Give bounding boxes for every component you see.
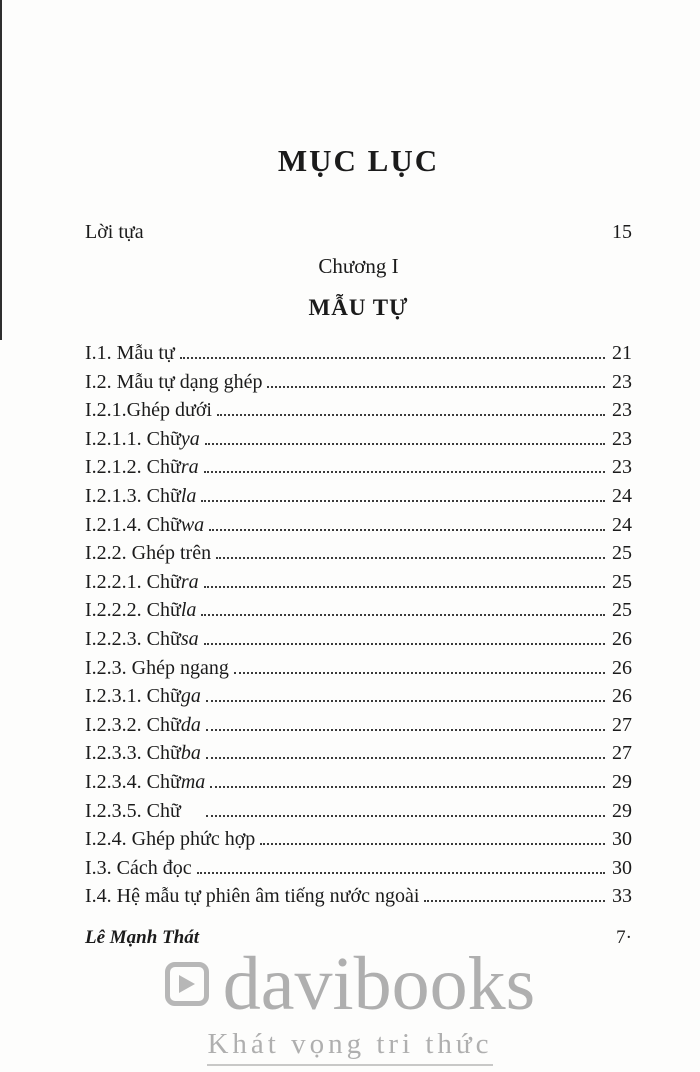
toc-entry: [85, 425, 632, 454]
dotted-leader: [267, 386, 605, 388]
toc-entry-text: I.2.3.3. Chữ: [85, 742, 181, 765]
dotted-leader: [424, 900, 605, 902]
toc-entry-text: I.2.1.4. Chữ: [85, 513, 181, 536]
toc-entry-italic-word: ra: [180, 570, 199, 593]
toc-entry-text: I.2.1.2. Chữ: [85, 456, 181, 479]
toc-entry: [85, 768, 632, 797]
toc-entry: [85, 854, 632, 883]
toc-entry: [85, 682, 632, 711]
toc-entry-page-number: 23: [612, 427, 632, 450]
toc-entry-page-number: 26: [612, 627, 632, 650]
toc-entry-page-number: 24: [612, 513, 632, 536]
toc-entry-page-number: 21: [612, 342, 632, 364]
toc-entry-text: I.3. Cách đọc: [85, 856, 192, 879]
toc-entry-text: I.2.2.3. Chữ: [85, 627, 181, 650]
toc-entry: [85, 596, 632, 625]
dotted-leader: [204, 643, 605, 645]
preface-row: [85, 221, 632, 244]
page-footer: [85, 927, 632, 949]
toc-entry-italic-word: la: [180, 599, 197, 622]
toc-entry-italic-word: ya: [180, 427, 200, 450]
chapter-title: MẪU TỰ: [308, 295, 409, 320]
dotted-leader: [260, 843, 605, 845]
toc-entry-page-number: 25: [612, 570, 632, 593]
toc-entry-page-number: 30: [612, 828, 632, 851]
footer-page-number: 7·: [616, 926, 632, 948]
toc-entry-page-number: 23: [612, 399, 632, 422]
toc-entry-page-number: 29: [612, 799, 632, 822]
toc-entry-text: I.2.3.5. Chữ: [85, 799, 201, 822]
toc-entry-page-number: 27: [612, 742, 632, 765]
toc-entry-text: I.2.1.Ghép dưới: [85, 399, 212, 422]
toc-entry-text: I.2.1.1. Chữ: [85, 427, 181, 450]
preface-label: Lời tựa: [85, 221, 144, 243]
dotted-leader: [205, 443, 605, 445]
toc-entry: [85, 882, 632, 911]
toc-entry-text: I.2.1.3. Chữ: [85, 484, 181, 507]
toc-entry-text: I.2.3.2. Chữ: [85, 713, 181, 736]
toc-entry-page-number: 29: [612, 770, 632, 793]
toc-entry-text: I.2.2.2. Chữ: [85, 599, 181, 622]
chapter-heading: Chương I: [318, 254, 399, 278]
dotted-leader: [201, 614, 605, 616]
dotted-leader: [216, 557, 605, 559]
dotted-leader: [180, 357, 605, 359]
toc-entry: [85, 396, 632, 425]
dotted-leader: [217, 414, 605, 416]
toc-entry-page-number: 24: [612, 484, 632, 507]
toc-entry: [85, 739, 632, 768]
toc-entry-page-number: 23: [612, 456, 632, 479]
toc-entry-page-number: 33: [612, 885, 632, 908]
toc-entry: [85, 482, 632, 511]
toc-entry: [85, 368, 632, 397]
toc-entry: [85, 825, 632, 854]
dotted-leader: [206, 700, 605, 702]
dotted-leader: [197, 872, 605, 874]
toc-entry-text: I.1. Mẫu tự: [85, 342, 175, 364]
dotted-leader: [210, 786, 605, 788]
dotted-leader: [234, 672, 605, 674]
watermark-tagline: Khát vọng tri thức: [207, 1028, 492, 1066]
toc-entry-italic-word: wa: [180, 513, 205, 536]
toc-entry-text: I.2.2. Ghép trên: [85, 542, 212, 565]
toc-entry: [85, 453, 632, 482]
toc-entry-italic-word: la: [180, 484, 197, 507]
toc-entry: [85, 654, 632, 683]
toc-entry: [85, 797, 632, 826]
dotted-leader: [206, 757, 605, 759]
toc-entry-page-number: 25: [612, 599, 632, 622]
toc-entry-text: I.2.2.1. Chữ: [85, 570, 181, 593]
toc-entry-text: I.2.3.1. Chữ: [85, 685, 181, 708]
toc-entry-text: I.2. Mẫu tự dạng ghép: [85, 370, 263, 393]
footer-author: Lê Mạnh Thát: [85, 926, 200, 948]
toc-entry-page-number: 30: [612, 856, 632, 879]
toc-entry-page-number: 26: [612, 685, 632, 708]
toc-entry-page-number: 27: [612, 713, 632, 736]
page-title: MỤC LỤC: [277, 143, 440, 178]
toc-entry: [85, 625, 632, 654]
toc-entry: [85, 568, 632, 597]
preface-page-number: 15: [612, 221, 632, 243]
toc-entry-page-number: 23: [612, 370, 632, 393]
toc-entry-text: I.4. Hệ mẫu tự phiên âm tiếng nước ngoài: [85, 885, 420, 908]
toc-entry-text: I.2.4. Ghép phức hợp: [85, 828, 256, 851]
toc-entry-italic-word: ba: [180, 742, 201, 765]
toc-entry: [85, 339, 632, 368]
toc-entry-text: I.2.3. Ghép ngang: [85, 656, 229, 679]
dotted-leader: [206, 729, 605, 731]
dotted-leader: [209, 529, 605, 531]
watermark-brand: davibooks: [222, 942, 536, 1026]
toc-entry-italic-word: da: [180, 713, 201, 736]
dotted-leader: [204, 471, 605, 473]
toc-entry-page-number: 25: [612, 542, 632, 565]
toc-entry-italic-word: ma: [180, 770, 206, 793]
toc-entry-italic-word: sa: [180, 627, 199, 650]
dotted-leader: [201, 500, 605, 502]
toc-entry-text: I.2.3.4. Chữ: [85, 770, 181, 793]
toc-list: [85, 339, 632, 911]
toc-entry: [85, 511, 632, 540]
toc-entry-italic-word: ga: [180, 685, 201, 708]
toc-entry-page-number: 26: [612, 656, 632, 679]
toc-entry: [85, 539, 632, 568]
dotted-leader: [204, 586, 605, 588]
toc-entry-italic-word: ra: [180, 456, 199, 479]
dotted-leader: [206, 815, 605, 817]
toc-entry: [85, 711, 632, 740]
